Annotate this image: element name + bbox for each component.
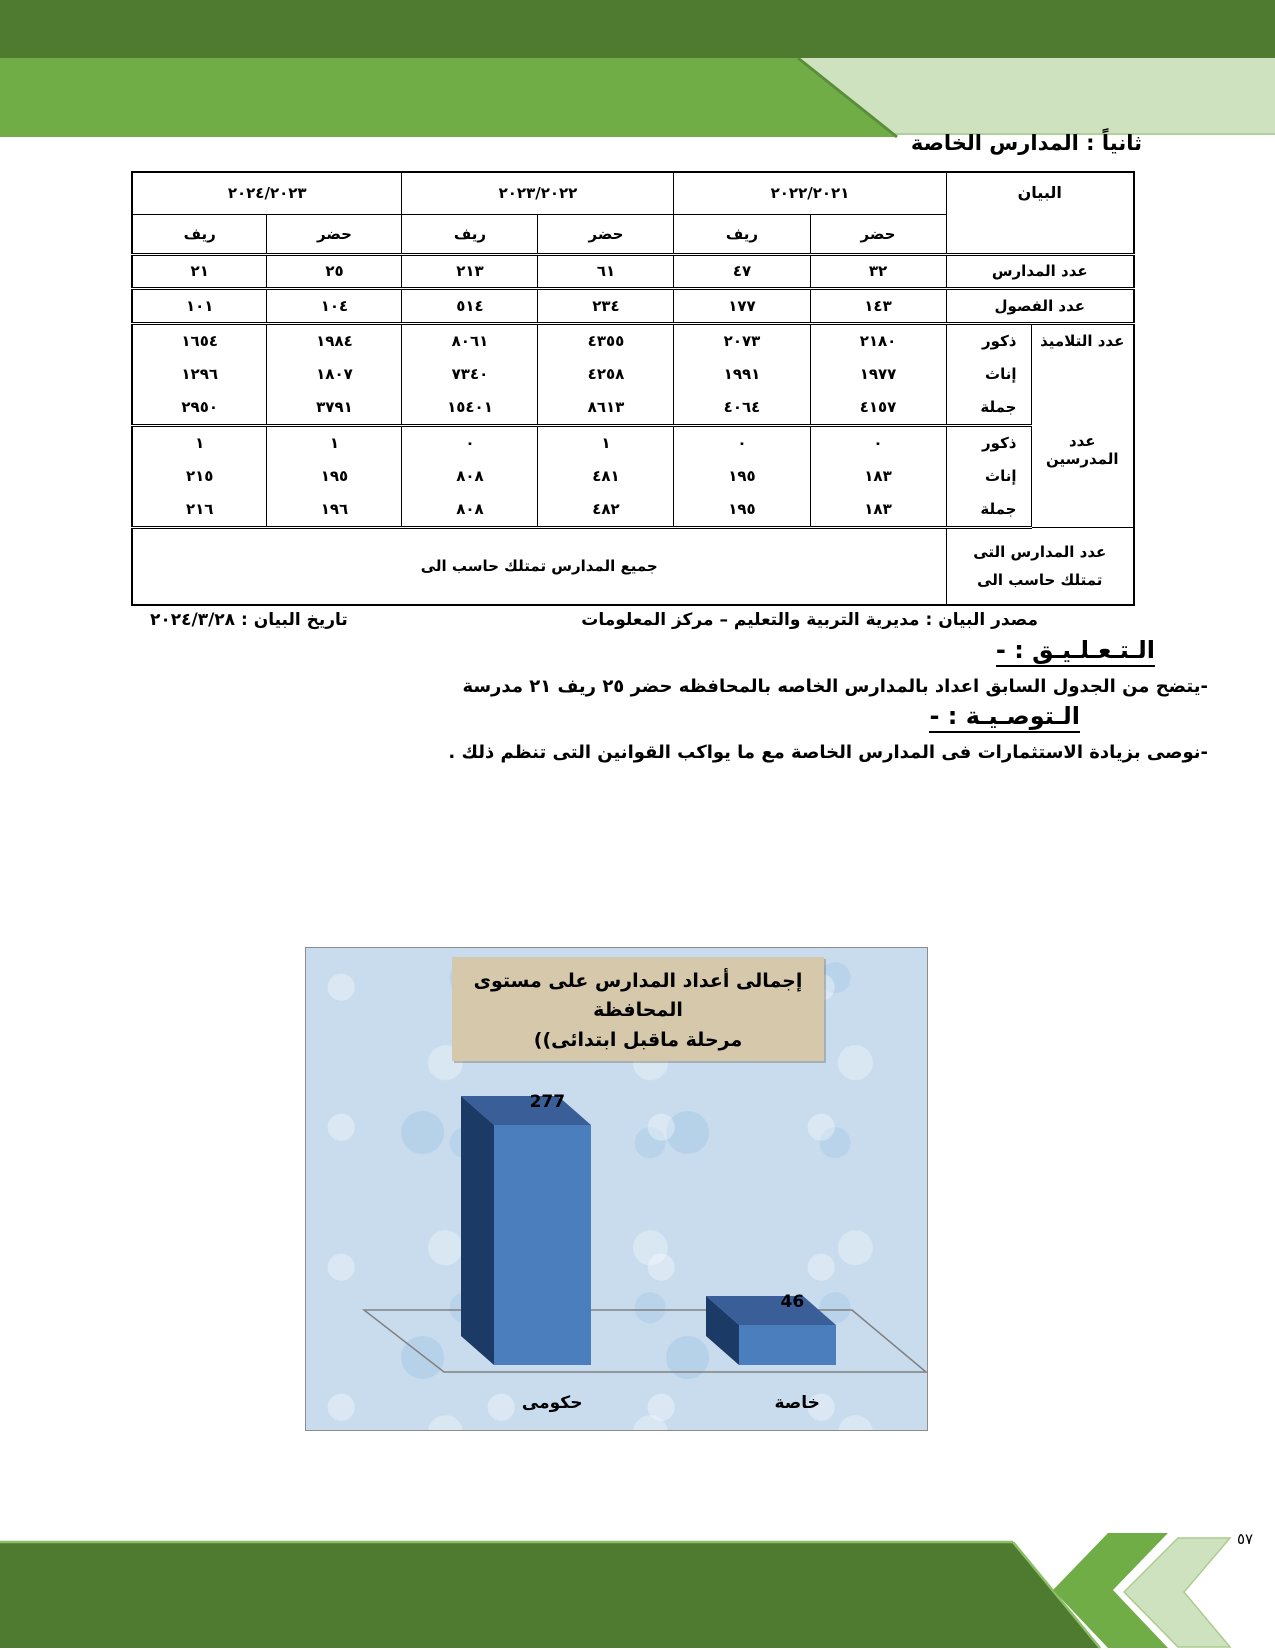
data-cell: ٢٩٥٠: [132, 391, 267, 425]
data-cell: ٥١٤: [402, 288, 538, 323]
data-cell: ١٠١: [132, 288, 267, 323]
chart-title-line1: إجمالى أعداد المدارس على مستوى المحافظة: [473, 970, 803, 1022]
chart-title: [452, 957, 824, 1061]
table-row: [132, 357, 1134, 391]
data-cell: ٠: [674, 425, 810, 459]
row-label-teachers: عدد المدرسين: [1031, 425, 1134, 527]
table-row: [132, 172, 1134, 214]
recommendation-heading: الـتوصـيـة : -: [929, 702, 1080, 733]
table-row: [132, 391, 1134, 425]
footer-dark-band: [0, 1542, 1100, 1648]
data-cell: ٤٣٥٥: [538, 323, 674, 357]
source-line: مصدر البيان : مديرية التربية والتعليم – مركز المعلومات: [581, 610, 1038, 630]
bar-category-label: خاصة: [774, 1393, 820, 1413]
data-cell: ٢١٣: [402, 254, 538, 288]
sub-label-female: إناث: [946, 459, 1031, 493]
data-cell: ٢٣٤: [538, 288, 674, 323]
footer-banner: [0, 1525, 1275, 1650]
header-statement: البيان: [946, 172, 1134, 254]
sub-label-male: ذكور: [946, 425, 1031, 459]
data-cell: ٦١: [538, 254, 674, 288]
data-cell: ١٩٥: [674, 459, 810, 493]
data-cell: ٨٦١٣: [538, 391, 674, 425]
sub-label-male: ذكور: [946, 323, 1031, 357]
header-mid-band: [0, 58, 897, 137]
chart-floor: [364, 1310, 926, 1372]
chart-bars: [461, 1092, 836, 1413]
table-row: [132, 323, 1134, 357]
header-banner: [0, 0, 1275, 140]
data-cell: ١٦٥٤: [132, 323, 267, 357]
bar-category-label: حكومى: [521, 1393, 583, 1413]
table-row: [132, 459, 1134, 493]
data-cell: ١٠٤: [267, 288, 402, 323]
data-cell: ٢٥: [267, 254, 402, 288]
row-label-computer: عدد المدارس التى تمتلك حاسب الى: [946, 527, 1134, 605]
header-dark-band: [0, 0, 1275, 58]
data-cell: ١٢٩٦: [132, 357, 267, 391]
data-cell: ٢١٨٠: [810, 323, 946, 357]
data-cell: ٨٠٨: [402, 459, 538, 493]
table-row: [132, 425, 1134, 459]
header-urban: حضر: [538, 214, 674, 254]
header-rural: ريف: [674, 214, 810, 254]
data-cell: ٨٠٦١: [402, 323, 538, 357]
data-cell: ٤٨١: [538, 459, 674, 493]
data-cell: ١٧٧: [674, 288, 810, 323]
data-cell: ١: [132, 425, 267, 459]
data-cell: ٨٠٨: [402, 493, 538, 527]
page-number: ٥٧: [1237, 1530, 1254, 1548]
header-year: ٢٠٢٤/٢٠٢٣: [132, 172, 402, 214]
data-cell: ٤٢٥٨: [538, 357, 674, 391]
comment-heading: الـتـعـلـيـق : -: [996, 636, 1155, 667]
data-cell: ٧٣٤٠: [402, 357, 538, 391]
data-cell: ٢١٥: [132, 459, 267, 493]
data-cell: ٠: [402, 425, 538, 459]
table-row: [132, 288, 1134, 323]
data-cell: ٤٨٢: [538, 493, 674, 527]
row-label-students: عدد التلاميذ: [1031, 323, 1134, 425]
table-row: [132, 254, 1134, 288]
data-cell: ١٤٣: [810, 288, 946, 323]
header-rural: ريف: [402, 214, 538, 254]
comment-text: -يتضح من الجدول السابق اعداد بالمدارس الخاصه بالمحافظه حضر ٢٥ ريف ٢١ مدرسة: [462, 676, 1208, 697]
data-cell: ١٩٨٤: [267, 323, 402, 357]
data-cell: ٣٧٩١: [267, 391, 402, 425]
bar-front-face: [739, 1325, 836, 1365]
data-cell: ١٨٣: [810, 493, 946, 527]
sub-label-female: إناث: [946, 357, 1031, 391]
table-row: [132, 527, 1134, 605]
table-row: [132, 493, 1134, 527]
data-cell: ١٩٩١: [674, 357, 810, 391]
bar-front-face: [494, 1125, 591, 1365]
bar-value-label: 277: [529, 1092, 566, 1112]
chart-panel: [305, 947, 928, 1431]
data-cell: ١٩٧٧: [810, 357, 946, 391]
header-urban: حضر: [810, 214, 946, 254]
header-urban: حضر: [267, 214, 402, 254]
header-rural: ريف: [132, 214, 267, 254]
data-cell: ١٩٦: [267, 493, 402, 527]
computer-value-cell: جميع المدارس تمتلك حاسب الى: [132, 527, 946, 605]
data-cell: ٤٠٦٤: [674, 391, 810, 425]
bar-value-label: 46: [780, 1292, 805, 1312]
row-label-classes: عدد الفصول: [946, 288, 1134, 323]
data-cell: ٤٧: [674, 254, 810, 288]
statistics-table: [131, 171, 1135, 606]
data-cell: ١٩٥: [267, 459, 402, 493]
data-cell: ١٨٣: [810, 459, 946, 493]
data-cell: ٣٢: [810, 254, 946, 288]
sub-label-total: جملة: [946, 493, 1031, 527]
data-cell: ٢٠٧٣: [674, 323, 810, 357]
page-title: ثانياً : المدارس الخاصة: [910, 131, 1142, 155]
data-cell: ٢١: [132, 254, 267, 288]
chart-title-line2: مرحلة ماقبل ابتدائى)): [533, 1028, 743, 1051]
data-cell: ٢١٦: [132, 493, 267, 527]
data-cell: ١: [267, 425, 402, 459]
date-line: تاريخ البيان : ٢٠٢٤/٣/٢٨: [150, 610, 348, 630]
row-label-schools: عدد المدارس: [946, 254, 1134, 288]
header-year: ٢٠٢٣/٢٠٢٢: [402, 172, 674, 214]
header-year: ٢٠٢٢/٢٠٢١: [674, 172, 946, 214]
bar-side-face: [461, 1096, 494, 1365]
data-cell: ٠: [810, 425, 946, 459]
data-cell: ١٥٤٠١: [402, 391, 538, 425]
data-cell: ١: [538, 425, 674, 459]
recommendation-text: -نوصى بزيادة الاستثمارات فى المدارس الخاصة مع ما يواكب القوانين التى تنظم ذلك .: [448, 742, 1208, 763]
data-cell: ١٩٥: [674, 493, 810, 527]
sub-label-total: جملة: [946, 391, 1031, 425]
data-cell: ١٨٠٧: [267, 357, 402, 391]
data-cell: ٤١٥٧: [810, 391, 946, 425]
